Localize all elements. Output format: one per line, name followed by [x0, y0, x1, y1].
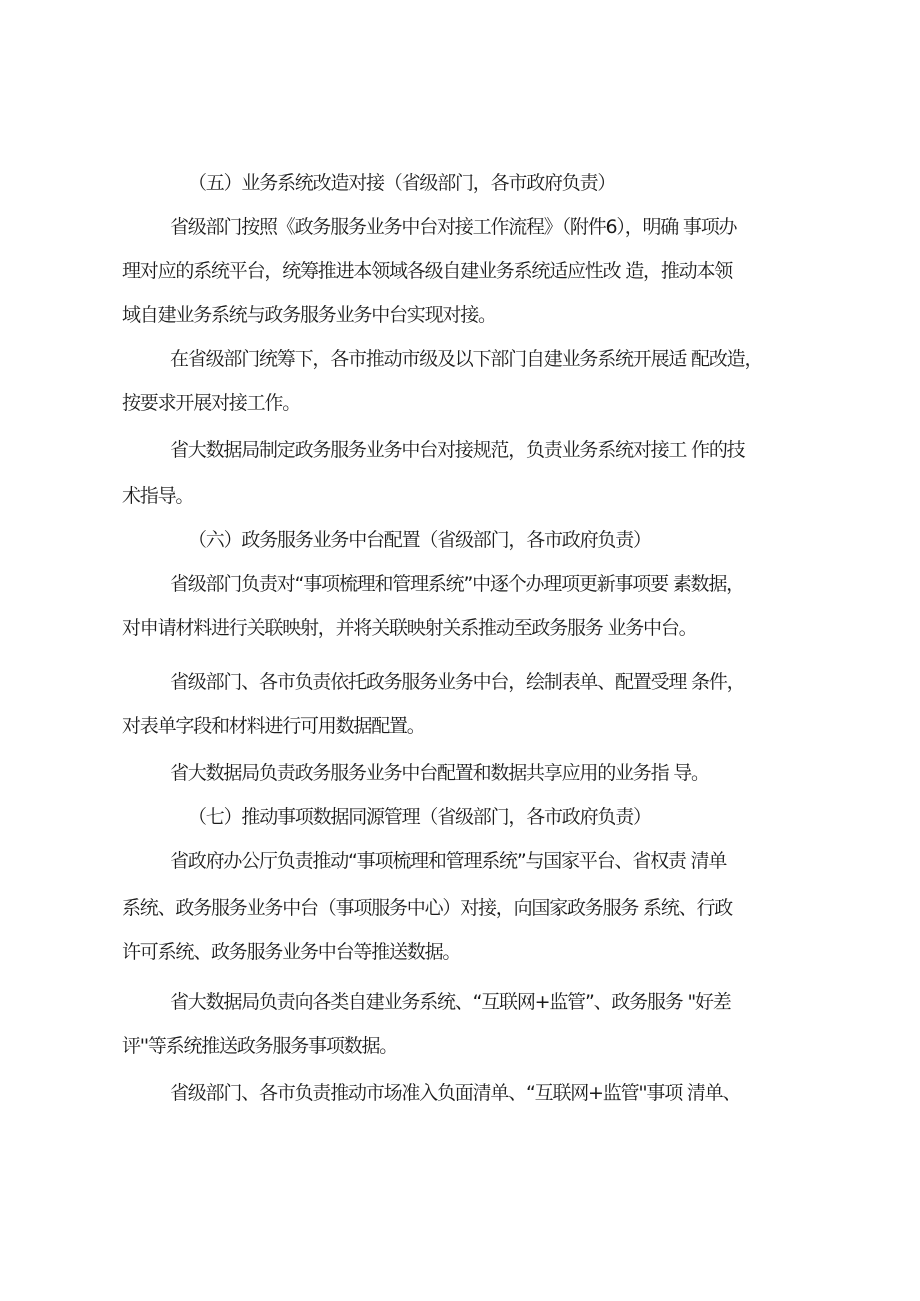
paragraph-line: 对申请材料进行关联映射，并将关联映射关系推动至政务服务 业务中台。: [122, 617, 697, 639]
section-heading-7: （七）推动事项数据同源管理（省级部门，各市政府负责）: [188, 806, 651, 828]
paragraph-line: 理对应的系统平台，统筹推进本领域各级自建业务系统适应性改 造，推动本领: [122, 260, 733, 282]
paragraph-line: 省政府办公厅负责推动“事项梳理和管理系统”与国家平台、省权责 清单: [170, 850, 727, 872]
paragraph-line: 省大数据局负责政务服务业务中台配置和数据共享应用的业务指 导。: [170, 762, 709, 784]
paragraph-line: 术指导。: [122, 485, 194, 507]
paragraph-line: 按要求开展对接工作。: [122, 392, 301, 414]
paragraph-line: 对表单字段和材料进行可用数据配置。: [122, 715, 425, 737]
paragraph-line: 省级部门、各市负责推动市场准入负面清单、“互联网+监管''事项 清单、: [170, 1082, 741, 1104]
paragraph-line: 在省级部门统筹下，各市推动市级及以下部门自建业务系统开展适 配改造，: [170, 348, 763, 370]
paragraph-line: 评''等系统推送政务服务事项数据。: [122, 1035, 398, 1057]
section-heading-6: （六）政务服务业务中台配置（省级部门，各市政府负责）: [188, 529, 651, 551]
paragraph-line: 省级部门、各市负责依托政务服务业务中台，绘制表单、配置受理 条件，: [170, 671, 745, 693]
paragraph-line: 系统、政务服务业务中台（事项服务中心）对接，向国家政务服务 系统、行政: [122, 897, 733, 919]
section-heading-5: （五）业务系统改造对接（省级部门，各市政府负责）: [188, 172, 616, 194]
paragraph-line: 省大数据局负责向各类自建业务系统、“互联网+监管”、政务服务 "好差: [170, 991, 731, 1013]
paragraph-line: 省级部门负责对“事项梳理和管理系统”中逐个办理项更新事项要 素数据，: [170, 573, 744, 595]
paragraph-line: 省大数据局制定政务服务业务中台对接规范，负责业务系统对接工 作的技: [170, 439, 745, 461]
paragraph-line: 省级部门按照《政务服务业务中台对接工作流程》（附件6），明确 事项办: [170, 216, 737, 238]
paragraph-line: 许可系统、政务服务业务中台等推送数据。: [122, 941, 461, 963]
paragraph-line: 域自建业务系统与政务服务业务中台实现对接。: [122, 304, 496, 326]
